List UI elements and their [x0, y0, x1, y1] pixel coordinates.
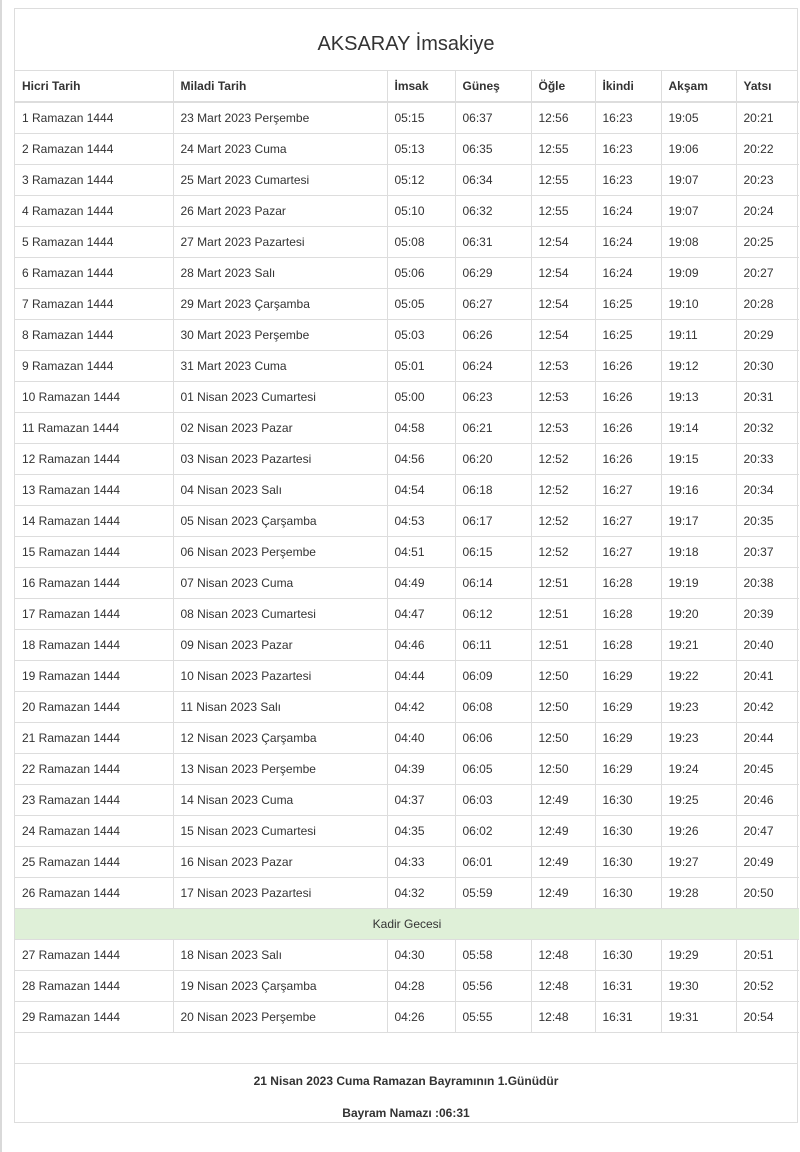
table-cell: 5 Ramazan 1444 — [15, 227, 173, 258]
table-cell: 19:27 — [661, 847, 736, 878]
table-row — [15, 599, 799, 630]
table-cell: 06 Nisan 2023 Perşembe — [173, 537, 387, 568]
table-cell: 16:29 — [595, 692, 661, 723]
table-cell: 06:18 — [455, 475, 531, 506]
table-cell: 23 Mart 2023 Perşembe — [173, 102, 387, 134]
table-cell: 20:49 — [736, 847, 799, 878]
table-cell: 16:29 — [595, 723, 661, 754]
table-cell: 06:11 — [455, 630, 531, 661]
table-cell: 05:01 — [387, 351, 455, 382]
table-cell: 01 Nisan 2023 Cumartesi — [173, 382, 387, 413]
table-cell: 04:54 — [387, 475, 455, 506]
table-cell: 16:31 — [595, 971, 661, 1002]
table-cell: 20:21 — [736, 102, 799, 134]
table-cell: 06:31 — [455, 227, 531, 258]
table-cell: 02 Nisan 2023 Pazar — [173, 413, 387, 444]
table-cell: 7 Ramazan 1444 — [15, 289, 173, 320]
table-cell: 16:30 — [595, 878, 661, 909]
table-cell: 19:14 — [661, 413, 736, 444]
table-cell: 25 Ramazan 1444 — [15, 847, 173, 878]
table-cell: 20:25 — [736, 227, 799, 258]
table-cell: 19:25 — [661, 785, 736, 816]
table-cell: 04:28 — [387, 971, 455, 1002]
table-cell: 19:21 — [661, 630, 736, 661]
table-cell: 15 Nisan 2023 Cumartesi — [173, 816, 387, 847]
table-cell: 06:03 — [455, 785, 531, 816]
table-cell: 06:26 — [455, 320, 531, 351]
column-header-ogle: Öğle — [531, 71, 595, 102]
table-row — [15, 320, 799, 351]
table-cell: 09 Nisan 2023 Pazar — [173, 630, 387, 661]
table-cell: 19:15 — [661, 444, 736, 475]
table-row — [15, 754, 799, 785]
table-cell: 04:37 — [387, 785, 455, 816]
table-cell: 16:25 — [595, 320, 661, 351]
table-cell: 16:24 — [595, 196, 661, 227]
table-cell: 23 Ramazan 1444 — [15, 785, 173, 816]
table-cell: 05:55 — [455, 1002, 531, 1033]
table-cell: 05:13 — [387, 134, 455, 165]
table-cell: 19:30 — [661, 971, 736, 1002]
table-cell: 05:15 — [387, 102, 455, 134]
table-cell: 26 Ramazan 1444 — [15, 878, 173, 909]
table-cell: 12:54 — [531, 227, 595, 258]
table-cell: 03 Nisan 2023 Pazartesi — [173, 444, 387, 475]
table-row — [15, 537, 799, 568]
table-cell: 12:48 — [531, 940, 595, 971]
table-cell: 12:52 — [531, 475, 595, 506]
table-cell: 16 Nisan 2023 Pazar — [173, 847, 387, 878]
table-cell: 26 Mart 2023 Pazar — [173, 196, 387, 227]
table-cell: 16:24 — [595, 258, 661, 289]
table-cell: 05:00 — [387, 382, 455, 413]
table-cell: 05:56 — [455, 971, 531, 1002]
table-cell: 12:54 — [531, 258, 595, 289]
table-cell: 19:07 — [661, 196, 736, 227]
table-cell: 20:38 — [736, 568, 799, 599]
table-row — [15, 475, 799, 506]
table-cell: 16:29 — [595, 754, 661, 785]
table-cell: 12:48 — [531, 971, 595, 1002]
table-cell: 05:58 — [455, 940, 531, 971]
table-cell: 12:54 — [531, 320, 595, 351]
table-cell: 14 Ramazan 1444 — [15, 506, 173, 537]
table-cell: 12:52 — [531, 537, 595, 568]
table-cell: 17 Nisan 2023 Pazartesi — [173, 878, 387, 909]
table-cell: 20:46 — [736, 785, 799, 816]
window-edge — [0, 0, 2, 1152]
table-cell: 04:33 — [387, 847, 455, 878]
table-body — [15, 102, 799, 1033]
table-row — [15, 816, 799, 847]
column-header-imsak: İmsak — [387, 71, 455, 102]
table-cell: 20:40 — [736, 630, 799, 661]
table-cell: 12:50 — [531, 692, 595, 723]
table-cell: 27 Mart 2023 Pazartesi — [173, 227, 387, 258]
table-cell: 04:58 — [387, 413, 455, 444]
table-row — [15, 196, 799, 227]
table-cell: 13 Ramazan 1444 — [15, 475, 173, 506]
table-header — [15, 71, 799, 102]
table-cell: 12:51 — [531, 568, 595, 599]
table-cell: 16:26 — [595, 382, 661, 413]
table-cell: 12:51 — [531, 630, 595, 661]
table-cell: 04:46 — [387, 630, 455, 661]
table-cell: 19:29 — [661, 940, 736, 971]
table-cell: 19:26 — [661, 816, 736, 847]
table-cell: 12:50 — [531, 661, 595, 692]
table-cell: 1 Ramazan 1444 — [15, 102, 173, 134]
table-cell: 12:50 — [531, 754, 595, 785]
table-row — [15, 102, 799, 134]
table-cell: 06:15 — [455, 537, 531, 568]
table-cell: 16:24 — [595, 227, 661, 258]
column-header-ikindi: İkindi — [595, 71, 661, 102]
table-cell: 19:06 — [661, 134, 736, 165]
table-spacer — [15, 1033, 797, 1064]
table-row — [15, 847, 799, 878]
table-cell: 05:59 — [455, 878, 531, 909]
table-cell: 4 Ramazan 1444 — [15, 196, 173, 227]
table-cell: 06:17 — [455, 506, 531, 537]
table-cell: 20 Ramazan 1444 — [15, 692, 173, 723]
table-cell: 16:31 — [595, 1002, 661, 1033]
table-cell: 20:29 — [736, 320, 799, 351]
table-cell: 20:35 — [736, 506, 799, 537]
table-cell: 16:28 — [595, 630, 661, 661]
table-cell: 19:11 — [661, 320, 736, 351]
table-cell: 06:23 — [455, 382, 531, 413]
table-cell: 16:27 — [595, 506, 661, 537]
table-cell: 12:53 — [531, 382, 595, 413]
table-cell: 04:40 — [387, 723, 455, 754]
table-cell: 04:30 — [387, 940, 455, 971]
table-cell: 06:20 — [455, 444, 531, 475]
table-cell: 20:41 — [736, 661, 799, 692]
table-cell: 06:09 — [455, 661, 531, 692]
table-cell: 18 Ramazan 1444 — [15, 630, 173, 661]
table-cell: 06:35 — [455, 134, 531, 165]
table-row — [15, 940, 799, 971]
table-cell: 04:56 — [387, 444, 455, 475]
table-row — [15, 971, 799, 1002]
table-cell: 20:31 — [736, 382, 799, 413]
table-cell: 04:26 — [387, 1002, 455, 1033]
table-cell: 04:39 — [387, 754, 455, 785]
table-row — [15, 413, 799, 444]
table-cell: 05:10 — [387, 196, 455, 227]
table-cell: 17 Ramazan 1444 — [15, 599, 173, 630]
table-cell: 16:25 — [595, 289, 661, 320]
table-cell: 06:21 — [455, 413, 531, 444]
table-cell: 29 Ramazan 1444 — [15, 1002, 173, 1033]
table-cell: 06:05 — [455, 754, 531, 785]
table-row — [15, 382, 799, 413]
table-cell: 19:23 — [661, 723, 736, 754]
table-cell: 16:26 — [595, 444, 661, 475]
table-cell: 06:37 — [455, 102, 531, 134]
table-cell: 20:28 — [736, 289, 799, 320]
table-cell: 05:08 — [387, 227, 455, 258]
table-cell: 12:49 — [531, 847, 595, 878]
table-row — [15, 661, 799, 692]
table-cell: 19:22 — [661, 661, 736, 692]
table-cell: 10 Ramazan 1444 — [15, 382, 173, 413]
table-cell: 05:12 — [387, 165, 455, 196]
table-cell: 16:29 — [595, 661, 661, 692]
table-cell: 12:53 — [531, 351, 595, 382]
table-cell: 11 Ramazan 1444 — [15, 413, 173, 444]
table-cell: 12:56 — [531, 102, 595, 134]
table-cell: 18 Nisan 2023 Salı — [173, 940, 387, 971]
table-cell: 19:07 — [661, 165, 736, 196]
table-cell: 20:45 — [736, 754, 799, 785]
table-row — [15, 878, 799, 909]
table-cell: 06:12 — [455, 599, 531, 630]
table-cell: 19:28 — [661, 878, 736, 909]
table-cell: 20:34 — [736, 475, 799, 506]
kadir-gecesi-label: Kadir Gecesi — [15, 909, 799, 940]
table-cell: 05:03 — [387, 320, 455, 351]
table-cell: 20:54 — [736, 1002, 799, 1033]
table-cell: 16:23 — [595, 165, 661, 196]
table-row — [15, 1002, 799, 1033]
table-cell: 11 Nisan 2023 Salı — [173, 692, 387, 723]
table-cell: 20:51 — [736, 940, 799, 971]
table-cell: 07 Nisan 2023 Cuma — [173, 568, 387, 599]
table-row — [15, 289, 799, 320]
table-cell: 16:28 — [595, 599, 661, 630]
table-cell: 20:24 — [736, 196, 799, 227]
table-cell: 19:31 — [661, 1002, 736, 1033]
table-cell: 16:27 — [595, 475, 661, 506]
table-cell: 16:23 — [595, 102, 661, 134]
table-cell: 13 Nisan 2023 Perşembe — [173, 754, 387, 785]
table-cell: 16:30 — [595, 816, 661, 847]
table-cell: 06:08 — [455, 692, 531, 723]
table-cell: 19:13 — [661, 382, 736, 413]
table-cell: 12:49 — [531, 878, 595, 909]
table-cell: 19:23 — [661, 692, 736, 723]
table-cell: 28 Ramazan 1444 — [15, 971, 173, 1002]
table-row — [15, 785, 799, 816]
table-cell: 19:09 — [661, 258, 736, 289]
table-cell: 19 Nisan 2023 Çarşamba — [173, 971, 387, 1002]
table-cell: 28 Mart 2023 Salı — [173, 258, 387, 289]
table-cell: 16:30 — [595, 940, 661, 971]
table-cell: 12:48 — [531, 1002, 595, 1033]
table-cell: 08 Nisan 2023 Cumartesi — [173, 599, 387, 630]
page-title: AKSARAY İmsakiye — [15, 9, 797, 71]
kadir-gecesi-row — [15, 909, 799, 940]
table-cell: 12:51 — [531, 599, 595, 630]
table-cell: 20:22 — [736, 134, 799, 165]
table-cell: 20:27 — [736, 258, 799, 289]
table-cell: 04:32 — [387, 878, 455, 909]
table-cell: 12:52 — [531, 506, 595, 537]
table-cell: 10 Nisan 2023 Pazartesi — [173, 661, 387, 692]
table-cell: 2 Ramazan 1444 — [15, 134, 173, 165]
table-cell: 20:47 — [736, 816, 799, 847]
table-cell: 20:33 — [736, 444, 799, 475]
table-cell: 12:55 — [531, 134, 595, 165]
table-cell: 16 Ramazan 1444 — [15, 568, 173, 599]
table-cell: 12 Ramazan 1444 — [15, 444, 173, 475]
table-cell: 04:49 — [387, 568, 455, 599]
table-cell: 06:24 — [455, 351, 531, 382]
table-cell: 04:51 — [387, 537, 455, 568]
table-cell: 04 Nisan 2023 Salı — [173, 475, 387, 506]
table-cell: 12 Nisan 2023 Çarşamba — [173, 723, 387, 754]
table-cell: 19:16 — [661, 475, 736, 506]
table-row — [15, 506, 799, 537]
table-cell: 12:49 — [531, 816, 595, 847]
table-cell: 16:26 — [595, 413, 661, 444]
table-row — [15, 134, 799, 165]
table-cell: 20:42 — [736, 692, 799, 723]
table-cell: 06:29 — [455, 258, 531, 289]
table-cell: 12:49 — [531, 785, 595, 816]
table-cell: 20 Nisan 2023 Perşembe — [173, 1002, 387, 1033]
table-cell: 16:30 — [595, 785, 661, 816]
table-cell: 12:52 — [531, 444, 595, 475]
column-header-aksam: Akşam — [661, 71, 736, 102]
table-row — [15, 568, 799, 599]
table-row — [15, 630, 799, 661]
table-cell: 16:26 — [595, 351, 661, 382]
table-cell: 19:19 — [661, 568, 736, 599]
bayram-namazi: Bayram Namazı :06:31 — [342, 1106, 470, 1120]
table-cell: 6 Ramazan 1444 — [15, 258, 173, 289]
table-cell: 16:28 — [595, 568, 661, 599]
table-cell: 19:18 — [661, 537, 736, 568]
table-row — [15, 692, 799, 723]
table-row — [15, 351, 799, 382]
table-cell: 20:37 — [736, 537, 799, 568]
table-cell: 31 Mart 2023 Cuma — [173, 351, 387, 382]
table-row — [15, 165, 799, 196]
table-cell: 22 Ramazan 1444 — [15, 754, 173, 785]
bayram-note: 21 Nisan 2023 Cuma Ramazan Bayramının 1.Günüdür — [253, 1074, 559, 1088]
table-cell: 12:53 — [531, 413, 595, 444]
table-cell: 30 Mart 2023 Perşembe — [173, 320, 387, 351]
table-cell: 9 Ramazan 1444 — [15, 351, 173, 382]
imsakiye-panel — [14, 8, 798, 1123]
table-row — [15, 444, 799, 475]
table-cell: 04:35 — [387, 816, 455, 847]
table-cell: 14 Nisan 2023 Cuma — [173, 785, 387, 816]
table-cell: 04:47 — [387, 599, 455, 630]
column-header-hicri: Hicri Tarih — [15, 71, 173, 102]
table-cell: 06:14 — [455, 568, 531, 599]
table-cell: 06:01 — [455, 847, 531, 878]
table-cell: 19:17 — [661, 506, 736, 537]
table-cell: 24 Mart 2023 Cuma — [173, 134, 387, 165]
table-cell: 05 Nisan 2023 Çarşamba — [173, 506, 387, 537]
table-cell: 04:42 — [387, 692, 455, 723]
table-cell: 15 Ramazan 1444 — [15, 537, 173, 568]
table-cell: 20:50 — [736, 878, 799, 909]
table-cell: 06:32 — [455, 196, 531, 227]
table-cell: 05:05 — [387, 289, 455, 320]
table-row — [15, 258, 799, 289]
table-row — [15, 227, 799, 258]
table-cell: 12:50 — [531, 723, 595, 754]
column-header-miladi: Miladi Tarih — [173, 71, 387, 102]
table-cell: 04:53 — [387, 506, 455, 537]
table-cell: 06:06 — [455, 723, 531, 754]
table-cell: 19:12 — [661, 351, 736, 382]
table-cell: 29 Mart 2023 Çarşamba — [173, 289, 387, 320]
table-cell: 24 Ramazan 1444 — [15, 816, 173, 847]
table-cell: 19:05 — [661, 102, 736, 134]
table-cell: 19:10 — [661, 289, 736, 320]
table-cell: 20:30 — [736, 351, 799, 382]
column-header-yatsi: Yatsı — [736, 71, 799, 102]
table-cell: 20:52 — [736, 971, 799, 1002]
table-cell: 19:08 — [661, 227, 736, 258]
table-cell: 06:27 — [455, 289, 531, 320]
imsakiye-table — [15, 71, 799, 1033]
table-cell: 20:39 — [736, 599, 799, 630]
table-cell: 20:32 — [736, 413, 799, 444]
table-cell: 05:06 — [387, 258, 455, 289]
table-cell: 25 Mart 2023 Cumartesi — [173, 165, 387, 196]
column-header-gunes: Güneş — [455, 71, 531, 102]
table-cell: 06:34 — [455, 165, 531, 196]
table-cell: 27 Ramazan 1444 — [15, 940, 173, 971]
table-cell: 16:30 — [595, 847, 661, 878]
table-cell: 19 Ramazan 1444 — [15, 661, 173, 692]
table-cell: 21 Ramazan 1444 — [15, 723, 173, 754]
table-cell: 16:27 — [595, 537, 661, 568]
table-cell: 16:23 — [595, 134, 661, 165]
table-cell: 12:55 — [531, 165, 595, 196]
table-cell: 20:44 — [736, 723, 799, 754]
table-cell: 3 Ramazan 1444 — [15, 165, 173, 196]
table-cell: 8 Ramazan 1444 — [15, 320, 173, 351]
table-cell: 20:23 — [736, 165, 799, 196]
table-cell: 06:02 — [455, 816, 531, 847]
table-row — [15, 723, 799, 754]
table-cell: 19:20 — [661, 599, 736, 630]
table-cell: 04:44 — [387, 661, 455, 692]
table-cell: 12:54 — [531, 289, 595, 320]
table-cell: 12:55 — [531, 196, 595, 227]
table-cell: 19:24 — [661, 754, 736, 785]
